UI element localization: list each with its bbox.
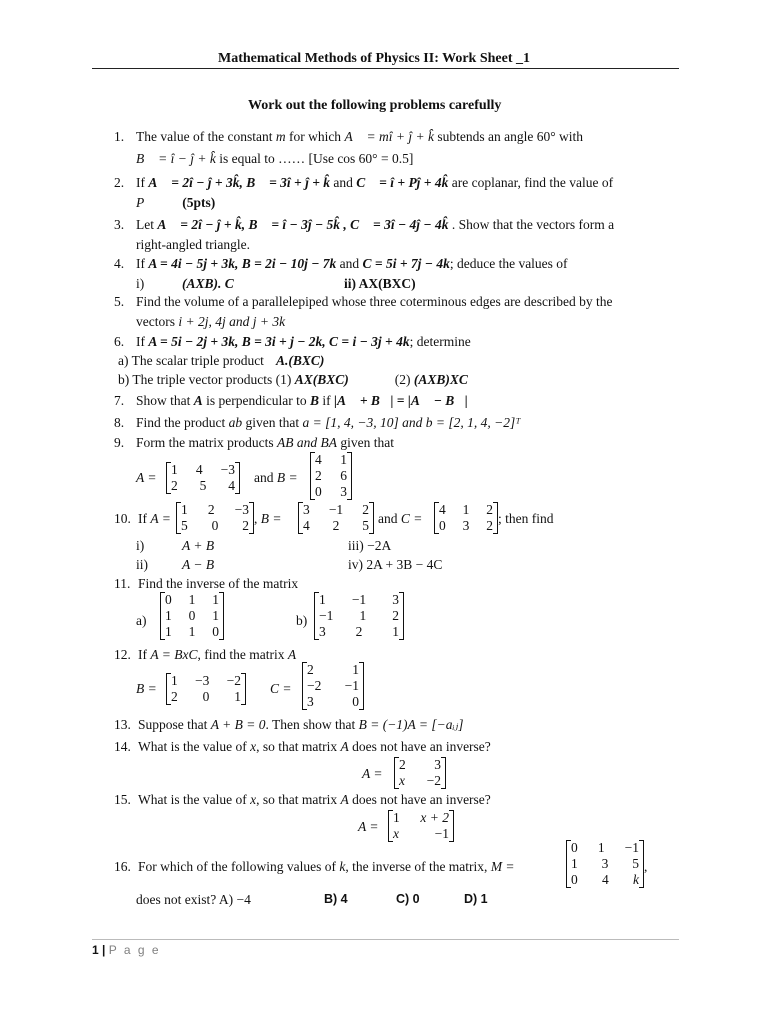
- problem-number: 11.: [114, 576, 131, 591]
- header-rule: [92, 68, 679, 69]
- page-footer: [92, 943, 161, 957]
- problem-10-sub-iv: iv) 2A + 3B − 4C: [348, 557, 443, 572]
- problem-number: 12.: [114, 647, 131, 662]
- problem-6-line1: If A = 5i − 2j + 3k, B = 3i + j − 2k, C = i − 3j + 4k; determine: [136, 334, 471, 349]
- problem-16-comma: ,: [644, 859, 648, 874]
- problem-number: 16.: [114, 859, 131, 874]
- problem-number: 5.: [114, 294, 125, 309]
- problem-11-label-a: a): [136, 613, 147, 628]
- problem-number: 14.: [114, 739, 131, 754]
- problem-2-line1: If A⃗ = 2î − ĵ + 3k̂, B⃗ = 3î + ĵ + k̂ and C⃗ = î + Pĵ + 4k̂ are coplanar, find the value of: [136, 175, 614, 190]
- problem-12-line: If A = BxC, find the matrix A: [138, 647, 297, 662]
- problem-number: 4.: [114, 256, 125, 271]
- matrix-row: 1 −1 3: [319, 592, 399, 607]
- matrix-row: 1 2 −3: [181, 502, 249, 517]
- problem-number: 15.: [114, 792, 131, 807]
- problem-7-line: Show that A is perpendicular to B if |A⃗ + B⃗| = |A⃗ − B⃗|: [136, 393, 468, 408]
- matrix-15: [388, 810, 454, 842]
- problem-10-sub-i: i): [136, 538, 145, 553]
- problem-12-C-label: C =: [270, 681, 292, 696]
- problem-4-sub-i: i): [136, 276, 145, 291]
- problem-4-sub-ii: ii) AX(BXC): [344, 276, 416, 291]
- problem-number: 1.: [114, 129, 125, 144]
- problem-6-sub-a: a) The scalar triple product A.(BXC): [118, 353, 325, 368]
- matrix-12-C: [302, 662, 364, 710]
- problem-2-line2: P (5pts): [136, 195, 216, 210]
- matrix-9-A: [166, 462, 240, 494]
- problem-16-option-c: C) 0: [396, 892, 420, 906]
- matrix-row: 2 0 1: [171, 688, 241, 704]
- page-label: P a g e: [108, 943, 161, 957]
- matrix-row: 4 2 5: [303, 517, 369, 533]
- instruction-heading: Work out the following problems carefully: [248, 98, 502, 113]
- problem-15-line: What is the value of x, so that matrix A does not have an inverse?: [138, 792, 491, 807]
- problem-15-A-label: A =: [358, 819, 379, 834]
- problem-16-option-b: B) 4: [324, 892, 348, 906]
- matrix-12-B: [166, 673, 246, 705]
- matrix-row: 1 x + 2: [393, 810, 449, 825]
- matrix-row: 0 4 k: [571, 871, 639, 887]
- matrix-row: x −1: [393, 825, 449, 841]
- matrix-row: 3 −1 2: [303, 502, 369, 517]
- problem-4-line1: If A = 4i − 5j + 3k, B = 2i − 10j − 7k and C = 5i + 7j − 4k; deduce the values of: [136, 256, 568, 271]
- matrix-row: 1 3 5: [571, 855, 639, 871]
- problem-10-sub-i-expr: A + B: [182, 538, 215, 553]
- matrix-row: 5 0 2: [181, 517, 249, 533]
- problem-9-and: and B =: [254, 470, 298, 485]
- matrix-row: 0 3 2: [439, 517, 493, 533]
- problem-5-line1: Find the volume of a parallelepiped whose three coterminous edges are described by the: [136, 294, 613, 309]
- problem-4-sub-i-expr: (AXB). C: [182, 276, 234, 291]
- footer-rule: [92, 939, 679, 940]
- matrix-row: 4 1 2: [439, 502, 493, 517]
- matrix-11-b: [314, 592, 404, 640]
- problem-number: 7.: [114, 393, 125, 408]
- problem-number: 2.: [114, 175, 125, 190]
- problem-10-if: If A =: [138, 511, 171, 526]
- problem-14-A-label: A =: [362, 766, 383, 781]
- problem-14-line: What is the value of x, so that matrix A does not have an inverse?: [138, 739, 491, 754]
- matrix-row: 2 5 4: [171, 477, 235, 493]
- matrix-row: −2 −1: [307, 677, 359, 693]
- matrix-row: 3 2 1: [319, 623, 399, 639]
- problem-8-line: Find the product ab given that a = [1, 4, −3, 10] and b = [2, 1, 4, −2]ᵀ: [136, 415, 521, 430]
- matrix-row: 1 −3 −2: [171, 673, 241, 688]
- problem-12-B-label: B =: [136, 681, 157, 696]
- matrix-row: 1 1 0: [165, 623, 219, 639]
- problem-number: 6.: [114, 334, 125, 349]
- matrix-row: 0 1 −1: [571, 840, 639, 855]
- problem-11-line: Find the inverse of the matrix: [138, 576, 299, 591]
- matrix-16: [566, 840, 644, 888]
- problem-9-line: Form the matrix products AB and BA given that: [136, 435, 394, 450]
- problem-10-sub-ii-expr: A − B: [182, 557, 215, 572]
- problem-9-A-label: A =: [136, 470, 157, 485]
- matrix-row: 3 0: [307, 693, 359, 709]
- problem-number: 8.: [114, 415, 125, 430]
- problem-16-option-d: D) 1: [464, 892, 488, 906]
- matrix-row: 2 1: [307, 662, 359, 677]
- problem-number: 3.: [114, 217, 125, 232]
- problem-10-then: ; then find: [498, 511, 554, 526]
- page-header-title: Mathematical Methods of Physics II: Work Sheet _1: [218, 51, 530, 66]
- problem-10-sub-iii: iii) −2A: [348, 538, 392, 553]
- matrix-row: −1 1 2: [319, 607, 399, 623]
- matrix-14: [394, 757, 446, 789]
- problem-13-line: Suppose that A + B = 0. Then show that B = (−1)A = [−aᵢⱼ]: [138, 717, 464, 732]
- problem-10-B-label: , B =: [254, 511, 282, 526]
- problem-6-sub-b: b) The triple vector products (1) AX(BXC) (2) (AXB)XC: [118, 372, 468, 387]
- matrix-row: 2 3: [399, 757, 441, 772]
- matrix-10-A: [176, 502, 254, 534]
- matrix-row: 2 6: [315, 467, 347, 483]
- problem-3-line2: right-angled triangle.: [136, 237, 250, 252]
- problem-16-line1: For which of the following values of k, the inverse of the matrix, M =: [138, 859, 515, 874]
- matrix-row: 1 4 −3: [171, 462, 235, 477]
- matrix-9-B: [310, 452, 352, 500]
- problem-1-line2: B⃗ = î − ĵ + k̂ is equal to …… [Use cos 60° = 0.5]: [136, 151, 414, 166]
- matrix-row: 4 1: [315, 452, 347, 467]
- page-number: 1: [92, 943, 99, 957]
- problem-number: 13.: [114, 717, 131, 732]
- matrix-row: x −2: [399, 772, 441, 788]
- matrix-11-a: [160, 592, 224, 640]
- matrix-row: 0 1 1: [165, 592, 219, 607]
- problem-number: 9.: [114, 435, 125, 450]
- problem-3-line1: Let A⃗ = 2î − ĵ + k̂, B⃗ = î − 3ĵ − 5k̂ , C⃗ = 3î − 4ĵ − 4k̂ . Show that the vectors form a: [136, 217, 615, 232]
- footer-separator: |: [98, 943, 109, 957]
- problem-16-option-a: does not exist? A) −4: [136, 892, 251, 907]
- matrix-10-C: [434, 502, 498, 534]
- matrix-row: 0 3: [315, 483, 347, 499]
- problem-10-C-label: and C =: [378, 511, 423, 526]
- problem-number: 10.: [114, 511, 131, 526]
- problem-1-line1: The value of the constant m for which A⃗ = mî + ĵ + k̂ subtends an angle 60° with: [136, 129, 584, 144]
- matrix-10-B: [298, 502, 374, 534]
- problem-11-label-b: b): [296, 613, 308, 628]
- problem-10-sub-ii: ii): [136, 557, 148, 572]
- matrix-row: 1 0 1: [165, 607, 219, 623]
- problem-5-line2: vectors i + 2j, 4j and j + 3k: [136, 314, 286, 329]
